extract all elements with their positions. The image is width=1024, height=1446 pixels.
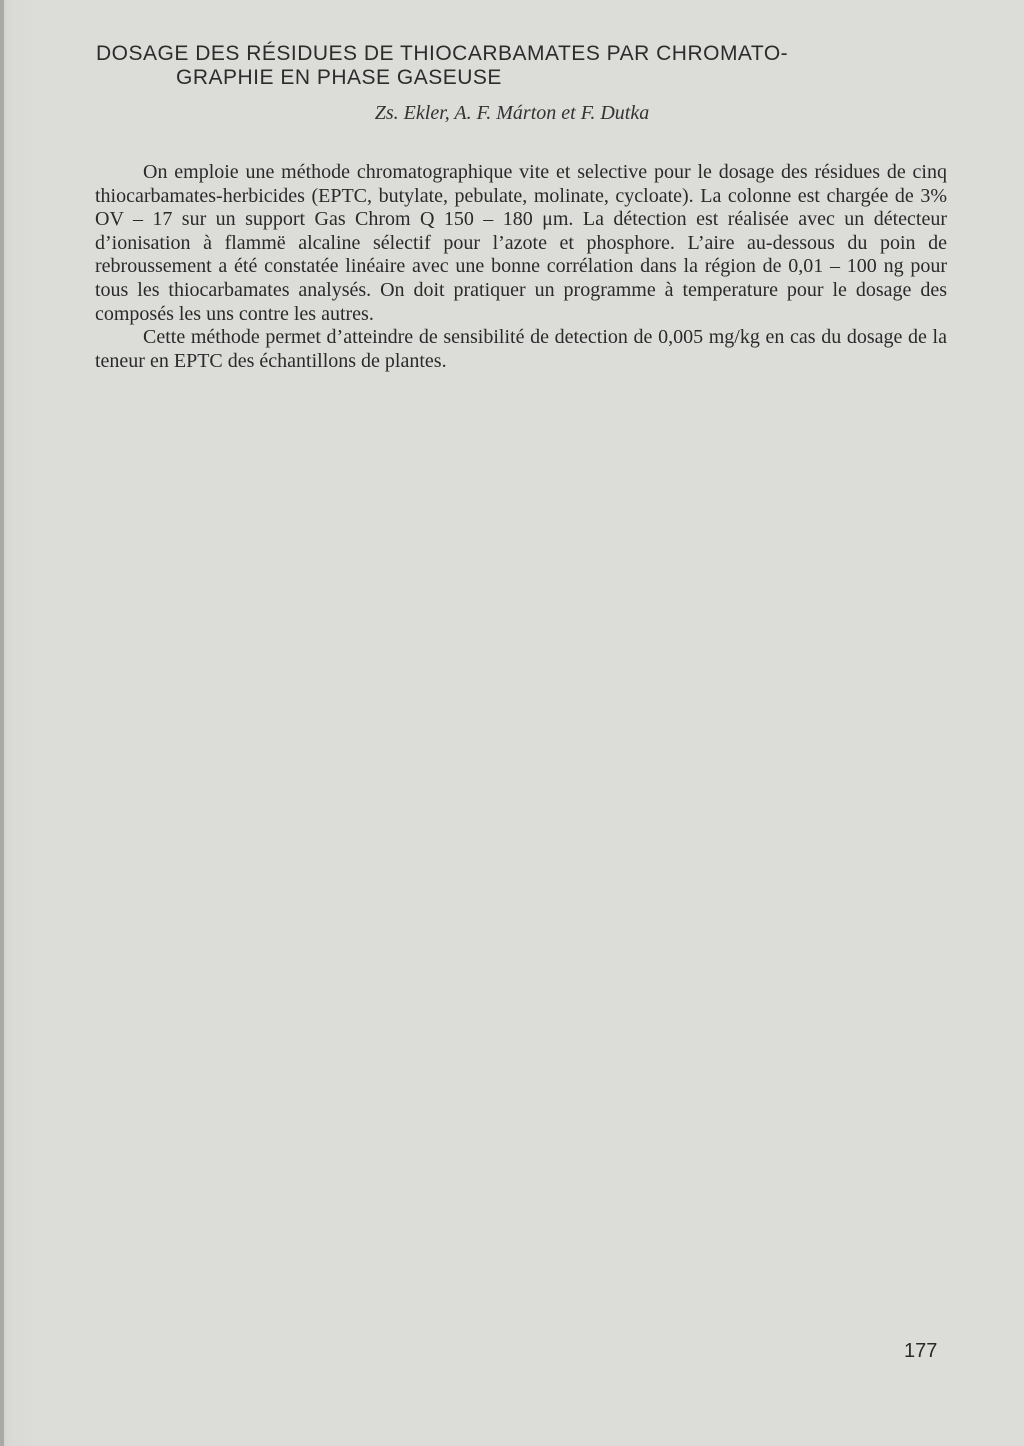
article-title-line-1: DOSAGE DES RÉSIDUES DE THIOCARBAMATES PAR CHROMATO- (96, 42, 789, 65)
binding-edge (0, 0, 4, 1446)
abstract-paragraph-1: On emploie une méthode chromatographique vite et selective pour le dosage des résidues de cinq thiocarbamates-herbicides (EPTC, butylate, pebulate, molinate, cycloate). La colonne est chargée de 3% OV – 17 sur un support Gas Chrom Q 150 – 180 μm. La détection est réalisée avec un détecteur d’ionisation à flammë alcaline sélectif pour l’azote et phosphore. L’aire au-dessous du poin de rebroussement a été constatée linéaire avec une bonne corrélation dans la région de 0,01 – 100 ng pour tous les thiocarbamates analysés. On doit pratiquer un programme à temperature pour le dosage des composés les uns contre les autres. (95, 161, 947, 325)
abstract-paragraph-2: Cette méthode permet d’atteindre de sensibilité de detection de 0,005 mg/kg en cas du dosage de la teneur en EPTC des échantillons de plantes. (95, 326, 947, 372)
abstract-body (95, 161, 947, 373)
article-title (96, 42, 956, 90)
page-number: 177 (904, 1340, 938, 1362)
article-title-line-2: GRAPHIE EN PHASE GASEUSE (176, 66, 502, 89)
article-authors: Zs. Ekler, A. F. Márton et F. Dutka (374, 102, 650, 124)
